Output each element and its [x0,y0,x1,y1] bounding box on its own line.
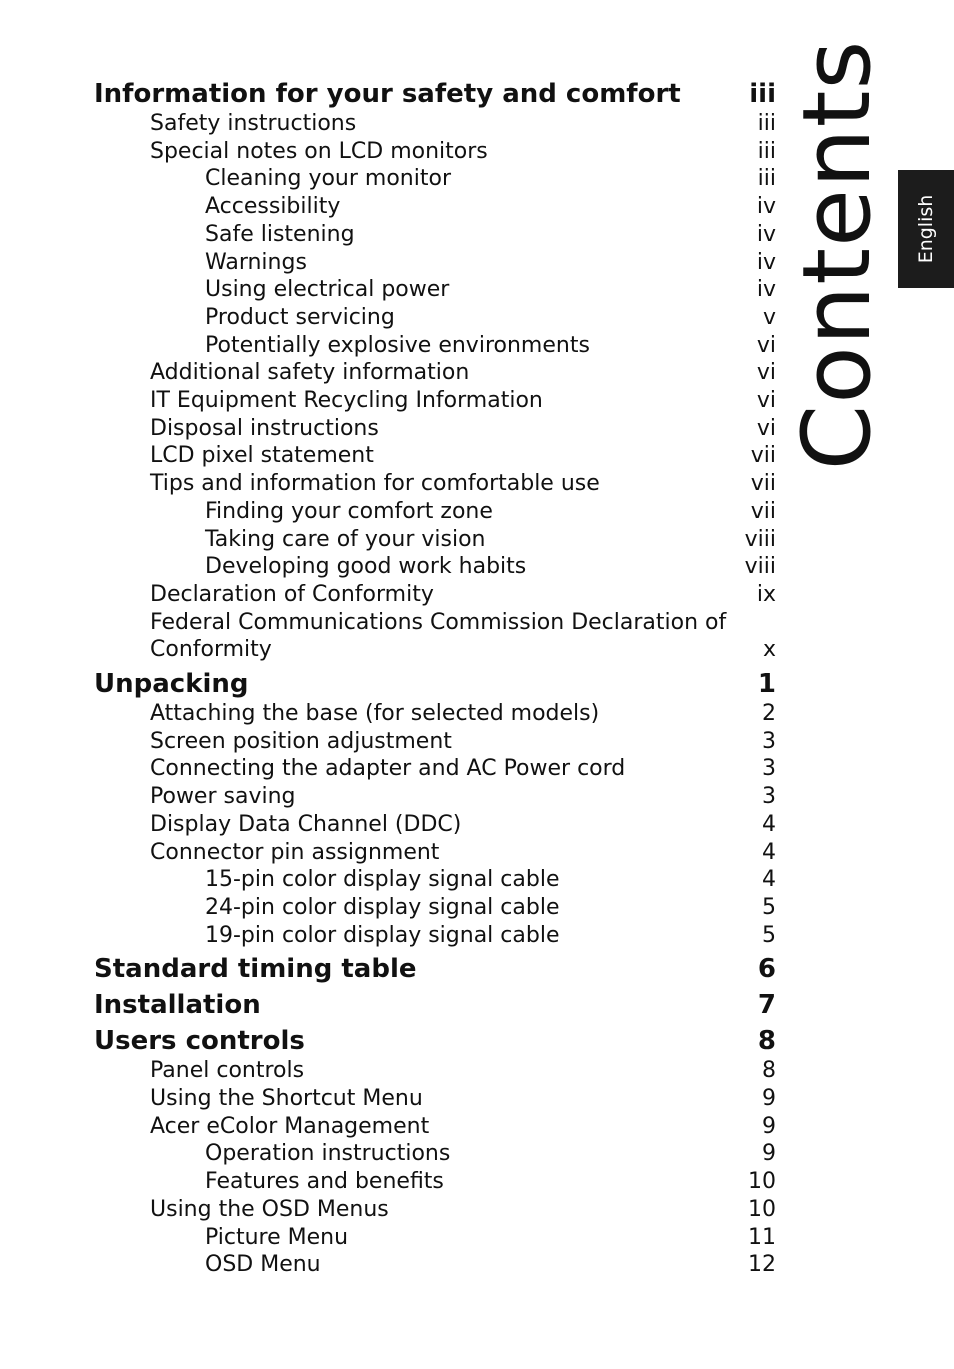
page-title: Contents [783,39,892,471]
toc-entry-page: iii [757,166,776,192]
toc-section[interactable] [0,636,780,664]
toc-entry-title: Users controls [94,1026,305,1057]
toc-entry-title: Unpacking [94,669,249,699]
toc-entry-title: Panel controls [150,1058,305,1084]
toc-entry-title: OSD Menu [205,1252,321,1278]
toc-subsection[interactable] [0,553,780,581]
toc-entry-title: Connector pin assignment [150,839,440,865]
toc-entry-page: 5 [762,922,776,948]
toc-entry-page: viii [744,526,776,552]
toc-entry-title: Safe listening [205,221,355,247]
toc-entry-page: 6 [757,954,776,985]
toc-entry-title: Using the Shortcut Menu [150,1086,423,1111]
toc-subsection[interactable] [0,1251,780,1279]
toc-entry-page: iii [757,111,776,136]
toc-section[interactable] [0,1113,780,1141]
toc-subsection[interactable] [0,1224,780,1252]
toc-entry-page: iii [749,79,776,109]
toc-section[interactable] [0,811,780,839]
toc-entry-page: vi [756,415,776,441]
toc-entry-page: 10 [748,1196,776,1222]
toc-section[interactable] [0,581,780,609]
language-tab-label: English [915,194,937,264]
toc-entry-page: 5 [762,894,776,920]
toc-entry-title: 24-pin color display signal cable [205,894,560,920]
toc-entry-title: IT Equipment Recycling Information [150,388,543,413]
toc-entry-title: Screen position adjustment [150,728,452,754]
toc-entry-page: iv [756,277,776,303]
toc-subsection[interactable] [0,276,780,304]
toc-entry-title: Attaching the base (for selected models) [150,701,600,726]
toc-section[interactable] [0,442,780,470]
toc-entry-title: Product servicing [205,304,395,330]
toc-section[interactable] [0,783,780,811]
toc-entry-title: LCD pixel statement [150,443,374,469]
toc-entry-page: x [762,637,776,663]
toc-entry-page: iii [757,138,776,164]
toc-entry-title: Taking care of your vision [205,526,486,552]
toc-entry-title: Safety instructions [150,111,357,136]
toc-entry-page: iv [756,249,776,275]
toc-entry-page: 7 [757,990,776,1021]
toc-entry-page: 10 [748,1169,776,1195]
toc-entry-page: iv [756,221,776,247]
toc-section[interactable] [0,470,780,498]
toc-entry-title: Using the OSD Menus [150,1196,389,1222]
toc-chapter[interactable] [0,989,780,1021]
toc-section[interactable] [0,700,780,728]
toc-entry-title: Installation [94,990,261,1021]
toc-subsection[interactable] [0,193,780,221]
toc-entry-title: Cleaning your monitor [205,166,451,192]
toc-entry-page: 9 [762,1141,776,1167]
toc-entry-page: vii [750,498,776,524]
toc-entry-title: Operation instructions [205,1141,451,1167]
toc-entry-title: Information for your safety and comfort [94,79,681,109]
toc-entry-page: ix [756,581,776,607]
toc-entry-title: 19-pin color display signal cable [205,922,560,948]
toc-subsection[interactable] [0,866,780,894]
toc-entry-page: vi [756,360,776,386]
toc-entry-title: Display Data Channel (DDC) [150,811,462,837]
toc-entry-page: 9 [762,1086,776,1111]
toc-section[interactable] [0,387,780,415]
toc-subsection[interactable] [0,221,780,249]
toc-entry-page: vii [750,471,776,497]
toc-section[interactable] [0,138,780,166]
toc-entry-title: Features and benefits [205,1169,444,1195]
toc-entry-page: viii [744,554,776,580]
toc-entry-title: Accessibility [205,194,341,220]
toc-entry-page: 2 [762,701,776,726]
toc-subsection[interactable] [0,249,780,277]
toc-entry-page: vi [756,388,776,413]
toc-chapter[interactable] [0,953,780,985]
toc-entry-title: Acer eColor Management [150,1113,430,1139]
toc-section[interactable] [0,728,780,756]
toc-entry-title: Standard timing table [94,954,417,985]
toc-entry-title: Picture Menu [205,1224,349,1250]
toc-entry-page: iv [756,194,776,220]
toc-chapter[interactable] [0,1025,780,1057]
toc-entry-page: 3 [762,784,776,810]
toc-subsection[interactable] [0,165,780,193]
toc-section[interactable] [0,110,780,138]
toc-chapter[interactable] [0,78,780,110]
toc-entry-title: Developing good work habits [205,554,527,580]
toc-section[interactable] [0,1085,780,1113]
toc-subsection[interactable] [0,498,780,526]
toc-section[interactable] [0,1057,780,1085]
toc-entry-title: Finding your comfort zone [205,498,493,524]
toc-section[interactable] [0,609,780,637]
toc-subsection[interactable] [0,1168,780,1196]
toc-subsection[interactable] [0,1140,780,1168]
toc-subsection[interactable] [0,526,780,554]
toc-entry-page: 8 [762,1058,776,1084]
toc-entry-title: Additional safety information [150,360,470,386]
toc-entry-page: v [762,304,776,330]
toc-entry-page: 11 [748,1224,776,1250]
toc-entry-page: 4 [762,839,776,865]
toc-section[interactable] [0,415,780,443]
toc-section[interactable] [0,839,780,867]
toc-entry-title: 15-pin color display signal cable [205,867,560,893]
toc-entry-title: Potentially explosive environments [205,332,590,358]
toc-section[interactable] [0,1196,780,1224]
toc-entry-title: Using electrical power [205,277,450,303]
toc-entry-title: Power saving [150,784,296,810]
toc-subsection[interactable] [0,304,780,332]
toc-entry-page: 4 [762,867,776,893]
toc-entry-page: 9 [762,1113,776,1139]
toc-entry-title: Disposal instructions [150,415,379,441]
toc-entry-page: 3 [762,756,776,782]
toc-entry-title: Warnings [205,249,307,275]
toc-entry-page: 4 [762,811,776,837]
toc-entry-title: Special notes on LCD monitors [150,138,488,164]
toc-entry-title: Tips and information for comfortable use [150,471,600,497]
toc-section[interactable] [0,359,780,387]
toc-entry-page: 8 [757,1026,776,1057]
toc-chapter[interactable] [0,668,780,700]
toc-entry-title: Connecting the adapter and AC Power cord [150,756,626,782]
toc-subsection[interactable] [0,922,780,950]
toc-entry-page: vii [750,443,776,469]
toc-section[interactable] [0,755,780,783]
toc-entry-title: Declaration of Conformity [150,581,434,607]
toc-subsection[interactable] [0,894,780,922]
toc-subsection[interactable] [0,332,780,360]
toc-entry-page: 12 [748,1252,776,1278]
toc-entry-page: vi [756,332,776,358]
toc-entry-title: Conformity [150,637,272,663]
toc-entry-title: Federal Communications Commission Declaration of [150,609,727,635]
language-tab [898,170,954,288]
toc-entry-page: 1 [757,669,776,699]
toc-entry-page: 3 [762,728,776,754]
